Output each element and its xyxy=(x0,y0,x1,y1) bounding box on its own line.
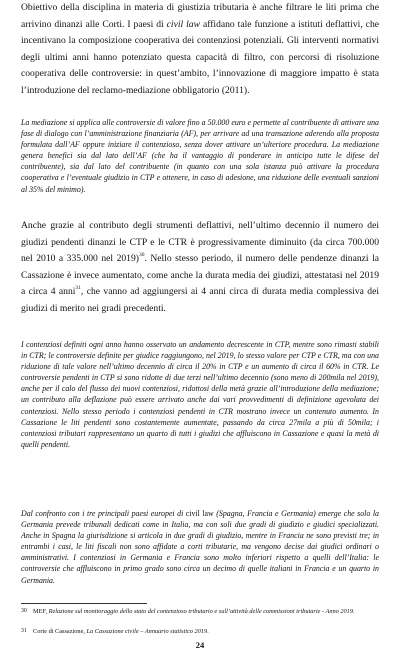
paragraph-intro-part2: affidano tale funzione a istituti deflattivi, che incentivano la composizione cooperativa dei contenziosi potenziali. Gli interventi normativi degli ultimi anni hanno potenziato questa capacità di filtro, con percorsi di risoluzione cooperativa delle controversie: in quest’ambito, l’innovazione di maggiore impatto è stata l’introduzione del reclamo-mediazione obbligatorio (2011). xyxy=(21,18,379,96)
civil-law-term-2: civil law xyxy=(185,509,214,518)
paragraph-intro-part1: Obiettivo della disciplina in materia di giustizia tributaria è anche filtrare le liti prima che arrivino dinanzi alle Corti. I paesi di xyxy=(21,2,379,30)
paragraph-pending-cases xyxy=(21,218,379,318)
europe-comparison-part2: (Spagna, Francia e Germania) emerge che solo la Germania prevede tribunali dedicati come in Italia, ma con soli due gradi di giudizio e giudici specializzati. Anche in Spagna la giurisdizione si articola in due gradi di giudizio, mentre in Francia ne sono previsti tre; in entrambi i casi, le liti fiscali non sono affidate a corti tributarie, ma vengono decise dai giudici ordinari o amministrativi. I contenziosi in Germania e Francia sono molto inferiori rispetto a quelli dell’Italia: le controversie che affluiscono in primo grado sono circa un decimo di quelle italiani in Francia e un quarto in Germania. xyxy=(21,509,379,585)
page-number: 24 xyxy=(195,640,205,650)
footnote-ref-30[interactable]: 30 xyxy=(138,252,145,258)
footnote-number: 30 xyxy=(21,608,27,614)
footnote-text: Corte di Cassazione, La Cassazione civile – Annuario statistico 2019. xyxy=(33,628,209,635)
civil-law-term: civil law xyxy=(166,18,200,30)
paragraph-pending-part3: , che vanno ad aggiungersi ai 4 anni circa di durata media complessiva dei giudizi di merito nei gradi precedenti. xyxy=(21,286,380,314)
footnote-30 xyxy=(21,607,379,625)
paragraph-pending-part1: Anche grazie al contributo degli strumenti deflattivi, nell’ultimo decennio il numero dei giudizi pendenti dinanzi le CTP e le CTR è progressivamente diminuito (da circa 700.000 nel 2010 a 335.000 nel 2019) xyxy=(21,220,379,265)
paragraph-intro xyxy=(21,0,379,100)
mediation-box: La mediazione si applica alle controversie di valore fino a 50.000 euro e permette al contribuente di attivare una fase di dialogo con l’amministrazione finanziaria (AF), per arrivare ad una transazione aderendo alla proposta formulata dall’AF oppure iniziare il contenzioso, senza dover attivare un’ulteriore procedura. La mediazione genera benefici sia dal lato dell’AF (che ha il vantaggio di ponderare in anticipo tutte le difese del contribuente), sia dal lato del contribuente (in quanto con una sola istanza può attivare la procedura cooperativa e l’eventuale giudizio in CTP e ottenere, in caso di adesione, una riduzione delle eventuali sanzioni al 35% del minimo). xyxy=(21,118,379,194)
footnote-ref-31[interactable]: 31 xyxy=(75,285,81,292)
europe-comparison-part1: Dal confronto con i tre principali paesi europei di xyxy=(21,509,186,518)
litigation-stats-box: I contenziosi definiti ogni anno hanno osservato un andamento decrescente in CTP, mentre sono rimasti stabili in CTR; le controversie definite per giudice raggiungono, nel 2019, lo stesso valore per CTP e CTR, ma con una riduzione di tale valore nell’ultimo decennio di circa il 20% in CTP e un aumento di circa il 60% in CTR. Le controversie pendenti in CTP si sono ridotte di due terzi nell’ultimo decennio (sono meno di 200mila nel 2019), anche per il calo del flusso dei nuovi contenziosi, ridottosi della metà grazie all’introduzione della mediazione; un contributo alla deflazione può essere arrivato anche dai vari provvedimenti di definizione agevolata dei contenziosi. Nello stesso periodo i contenziosi pendenti in CTR mostrano invece un contenuto aumento. In Cassazione le liti pendenti sono costantemente aumentate, passando da circa 27mila a più di 50mila; i contenziosi tributari rappresentano un quarto di tutti i giudizi che affluiscono in Cassazione e quasi la metà di quelli pendenti. xyxy=(21,340,379,449)
footnote-divider xyxy=(21,603,147,604)
paragraph-pending-part2: . Nello stesso periodo, il numero delle pendenze dinanzi la Cassazione è invece aumentato, come anche la durata media dei giudizi, attestatasi nel 2019 a circa 4 anni xyxy=(21,253,379,298)
footnote-text: MEF, Relazione sul monitoraggio dello stato del contenzioso tributario e sull’attività delle commissioni tributarie - Anno 2019. xyxy=(33,608,355,615)
europe-comparison-box xyxy=(21,508,379,586)
footnote-31 xyxy=(21,627,379,637)
footnote-number: 31 xyxy=(21,628,27,634)
